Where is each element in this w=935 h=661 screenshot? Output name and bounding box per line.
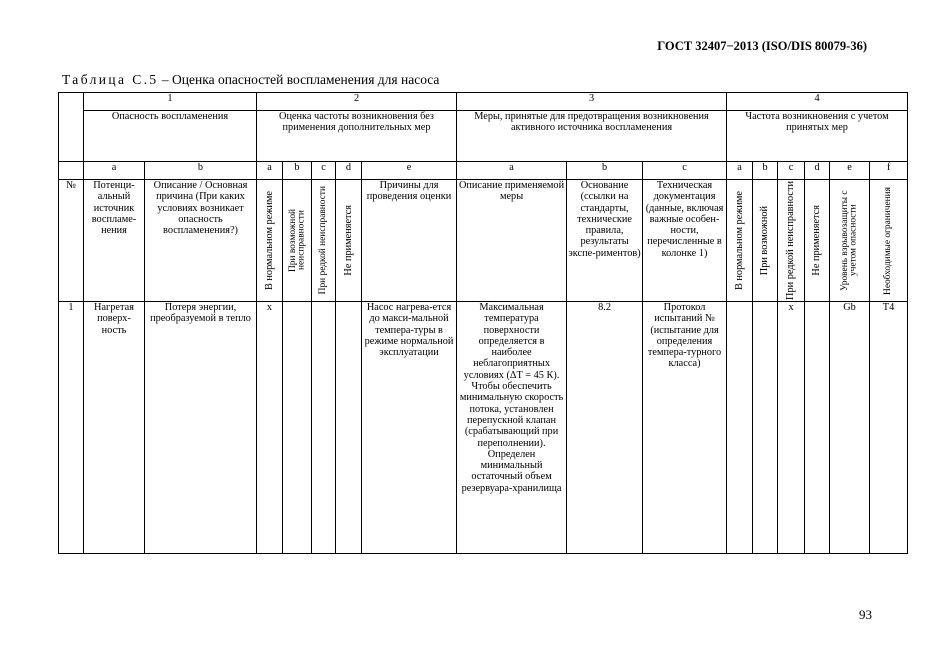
row-number: 1 bbox=[59, 302, 84, 554]
letter-cell: b bbox=[145, 162, 257, 180]
freq-not-applicable bbox=[336, 302, 362, 554]
column-description-row bbox=[59, 180, 908, 302]
table-title bbox=[62, 72, 439, 88]
basis: 8.2 bbox=[567, 302, 643, 554]
letter-cell: c bbox=[643, 162, 727, 180]
measure-description: Максимальная температура поверхности определяется в наиболее неблагоприятных условиях (ΔT = 45 К). Чтобы обеспечить минимальную скорость потока, установлен перепускной клапан (срабатывающий при переполнении). Определен минимальный остаточный объем резервуара-хранилища bbox=[457, 302, 567, 554]
group-number-3: 3 bbox=[457, 93, 727, 111]
group-number-4: 4 bbox=[727, 93, 908, 111]
title-dash: – bbox=[158, 72, 173, 87]
group-number-1: 1 bbox=[84, 93, 257, 111]
assessment-reason-header: Причины для проведения оценки bbox=[362, 180, 457, 302]
letter-cell: b bbox=[753, 162, 778, 180]
group-label-4: Частота возникновения с учетом принятых мер bbox=[727, 111, 908, 162]
letter-cell: d bbox=[336, 162, 362, 180]
group-label-row bbox=[59, 111, 908, 162]
freq-normal: x bbox=[257, 302, 283, 554]
group-label-2: Оценка частоты возникновения без применения дополнительных мер bbox=[257, 111, 457, 162]
table-number: Таблица С.5 bbox=[62, 72, 159, 87]
cause-description-header: Описание / Основная причина (При каких условиях возникает опасность воспламенения?) bbox=[145, 180, 257, 302]
assessment-reason: Насос нагрева-ется до макси-мальной темпера-туры в режиме нормальной эксплуатации bbox=[362, 302, 457, 554]
freq2-possible-fault bbox=[753, 302, 778, 554]
letter-cell: c bbox=[778, 162, 805, 180]
rare-fault-header: При редкой неисправности bbox=[312, 180, 336, 302]
letter-cell-empty bbox=[59, 162, 84, 180]
letter-cell: a bbox=[457, 162, 567, 180]
freq2-normal bbox=[727, 302, 753, 554]
normal-mode-header: В нормальном режиме bbox=[257, 180, 283, 302]
table-row bbox=[59, 302, 908, 554]
basis-header: Основание (ссылки на стандарты, технические правила, результаты экспе-риментов) bbox=[567, 180, 643, 302]
rare-fault-header-2: При редкой неисправности bbox=[778, 180, 805, 302]
number-header: № bbox=[59, 180, 84, 302]
group-number-2: 2 bbox=[257, 93, 457, 111]
freq2-not-applicable bbox=[805, 302, 830, 554]
document-header: ГОСТ 32407−2013 (ISO/DIS 80079-36) bbox=[657, 39, 867, 53]
letter-cell: a bbox=[257, 162, 283, 180]
required-limits: T4 bbox=[870, 302, 908, 554]
not-applicable-header: Не применяется bbox=[336, 180, 362, 302]
hazard-table bbox=[58, 92, 908, 554]
group-label-1: Опасность воспламенения bbox=[84, 111, 257, 162]
letter-row bbox=[59, 162, 908, 180]
letter-cell: e bbox=[830, 162, 870, 180]
group-label-3: Меры, принятые для предотвращения возникновения активного источника воспламенения bbox=[457, 111, 727, 162]
letter-cell: b bbox=[283, 162, 312, 180]
letter-cell: d bbox=[805, 162, 830, 180]
corner-cell bbox=[59, 93, 84, 162]
page-number: 93 bbox=[859, 607, 872, 622]
measure-description-header: Описание применяемой меры bbox=[457, 180, 567, 302]
letter-cell: c bbox=[312, 162, 336, 180]
possible-fault-header: При возможной неисправности bbox=[283, 180, 312, 302]
group-number-row bbox=[59, 93, 908, 111]
letter-cell: f bbox=[870, 162, 908, 180]
possible-fault-header-2: При возможной bbox=[753, 180, 778, 302]
freq-rare-fault bbox=[312, 302, 336, 554]
not-applicable-header-2: Не применяется bbox=[805, 180, 830, 302]
ignition-source: Нагретая поверх-ность bbox=[84, 302, 145, 554]
epl-header: Уровень взрывозащиты с учетом опасности bbox=[830, 180, 870, 302]
equipment-protection-level: Gb bbox=[830, 302, 870, 554]
letter-cell: a bbox=[84, 162, 145, 180]
normal-mode-header-2: В нормальном режиме bbox=[727, 180, 753, 302]
technical-docs: Протокол испытаний № (испытание для определения темпера-турного класса) bbox=[643, 302, 727, 554]
table-caption: Оценка опасностей воспламенения для насоса bbox=[172, 72, 440, 87]
letter-cell: a bbox=[727, 162, 753, 180]
limits-header: Необходимые ограничения bbox=[870, 180, 908, 302]
letter-cell: b bbox=[567, 162, 643, 180]
technical-docs-header: Техническая документация (данные, включая важные особен-ности, перечисленные в колонке 1) bbox=[643, 180, 727, 302]
freq-possible-fault bbox=[283, 302, 312, 554]
letter-cell: e bbox=[362, 162, 457, 180]
cause-description: Потеря энергии, преобразуемой в тепло bbox=[145, 302, 257, 554]
ignition-source-header: Потенци-альный источник воспламе-нения bbox=[84, 180, 145, 302]
freq2-rare-fault: x bbox=[778, 302, 805, 554]
